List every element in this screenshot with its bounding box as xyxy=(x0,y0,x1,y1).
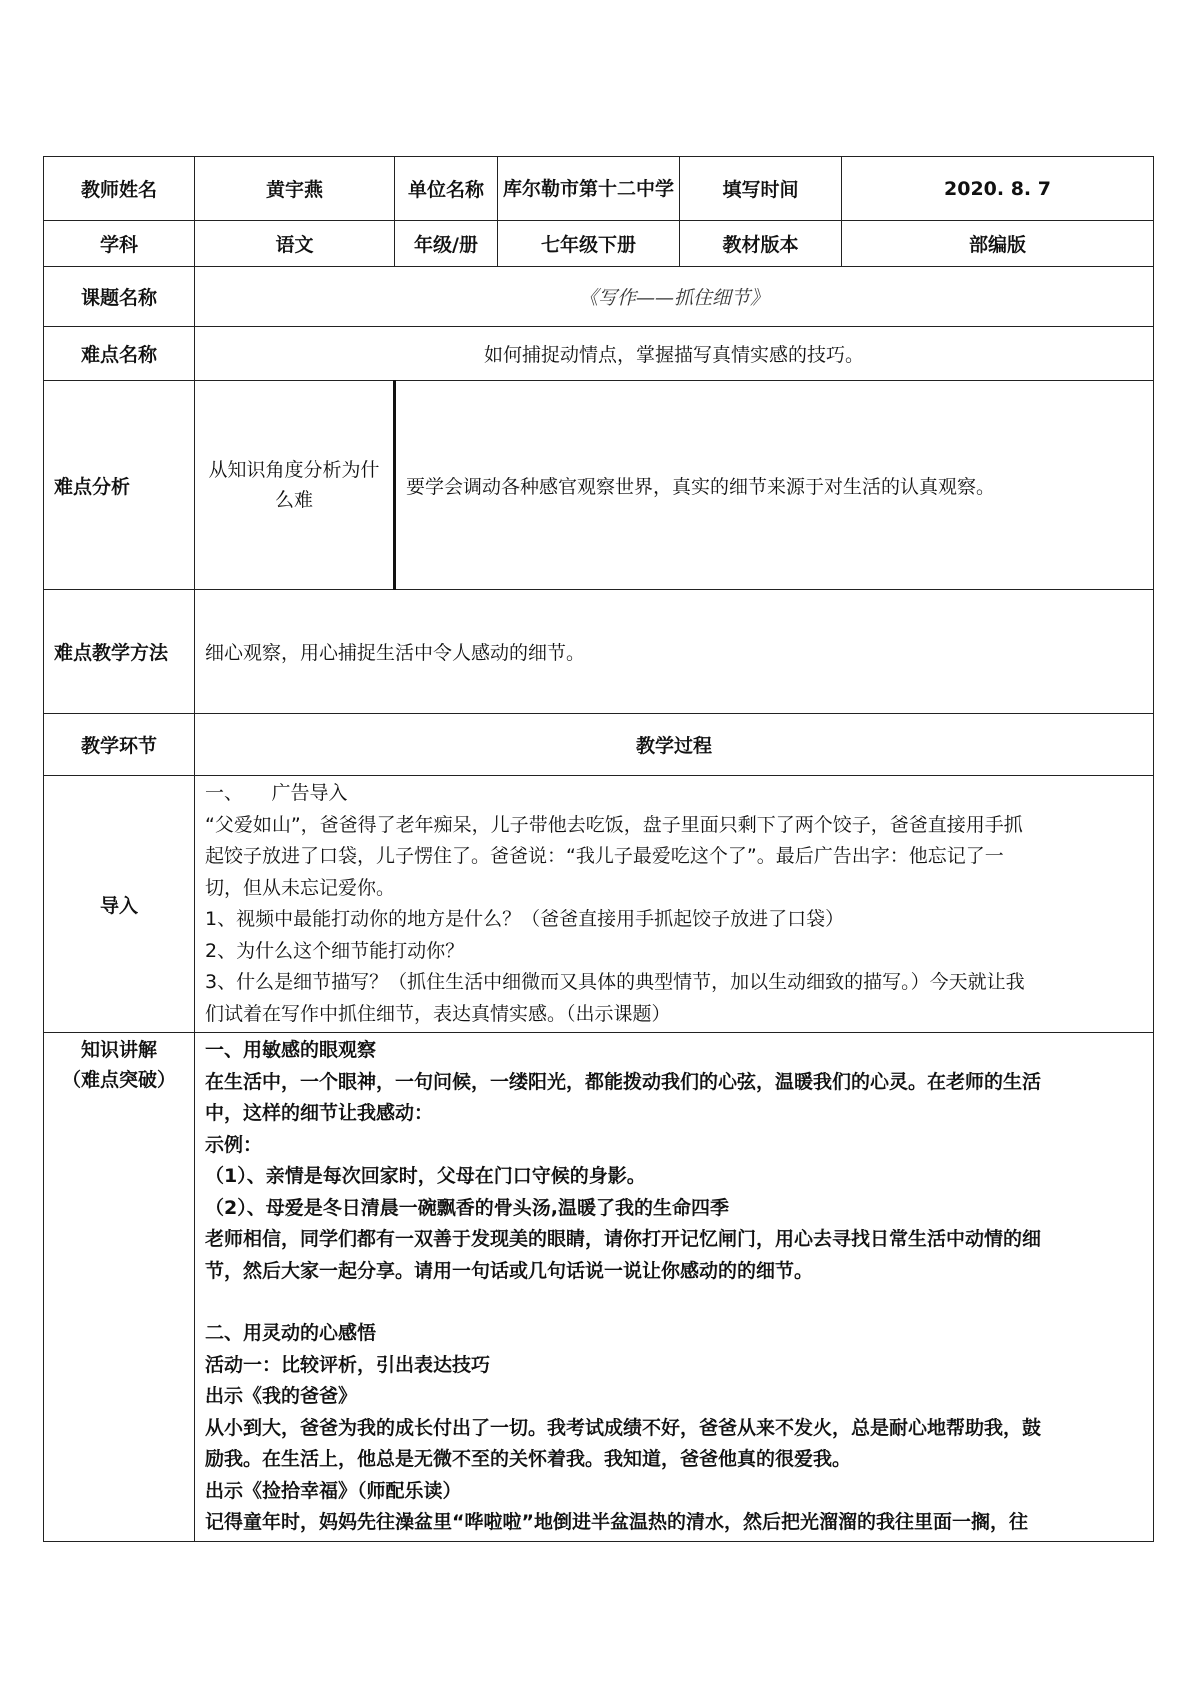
teacher-name-label: 教师姓名 xyxy=(44,157,195,221)
subject-label: 学科 xyxy=(44,221,195,267)
analysis-label: 难点分析 xyxy=(44,381,195,590)
knowledge-label-line2: （难点突破） xyxy=(61,1069,176,1091)
knowledge-line: 出示《我的爸爸》 xyxy=(205,1385,358,1407)
grade-label: 年级/册 xyxy=(395,221,498,267)
intro-row xyxy=(44,776,1154,1033)
paragraph-gap xyxy=(205,1287,1141,1318)
process-content-label: 教学过程 xyxy=(195,714,1154,776)
intro-line: 切，但从未忘记爱你。 xyxy=(205,876,396,899)
analysis-sub-label: 从知识角度分析为什么难 xyxy=(195,381,395,590)
info-row-1 xyxy=(44,157,1154,221)
intro-line: 3、什么是细节描写？（抓住生活中细微而又具体的典型情节，加以生动细致的描写。）今天就让我 xyxy=(205,971,1025,993)
topic-row xyxy=(44,267,1154,327)
knowledge-line: 示例： xyxy=(205,1133,263,1156)
analysis-value: 要学会调动各种感官观察世界，真实的细节来源于对生活的认真观察。 xyxy=(395,381,1154,590)
process-header-row xyxy=(44,714,1154,776)
knowledge-line: 出示《捡拾幸福》（师配乐读） xyxy=(205,1479,462,1502)
knowledge-line: 活动一：比较评析，引出表达技巧 xyxy=(205,1353,491,1376)
method-value: 细心观察，用心捕捉生活中令人感动的细节。 xyxy=(195,590,1154,714)
knowledge-line: （2）、母爱是冬日清晨一碗飘香的骨头汤,温暖了我的生命四季 xyxy=(205,1196,729,1219)
info-row-2 xyxy=(44,221,1154,267)
difficulty-value: 如何捕捉动情点，掌握描写真情实感的技巧。 xyxy=(195,327,1154,381)
knowledge-row xyxy=(44,1033,1154,1542)
intro-line: 2、为什么这个细节能打动你？ xyxy=(205,939,465,962)
knowledge-line: 励我。在生活上，他总是无微不至的关怀着我。我知道，爸爸他真的很爱我。 xyxy=(205,1448,852,1470)
difficulty-label: 难点名称 xyxy=(44,327,195,381)
fill-date-label: 填写时间 xyxy=(680,157,842,221)
topic-value: 《写作——抓住细节》 xyxy=(195,267,1154,327)
knowledge-line: 二、用灵动的心感悟 xyxy=(205,1322,377,1344)
intro-line: 1、视频中最能打动你的地方是什么？（爸爸直接用手抓起饺子放进了口袋） xyxy=(205,908,845,930)
intro-label: 导入 xyxy=(44,776,195,1033)
fill-date-value: 2020. 8. 7 xyxy=(842,157,1154,221)
intro-line: 一、 广告导入 xyxy=(205,782,348,804)
difficulty-row xyxy=(44,327,1154,381)
process-stage-label: 教学环节 xyxy=(44,714,195,776)
lesson-plan-table xyxy=(43,156,1154,1542)
knowledge-line: 中，这样的细节让我感动： xyxy=(205,1102,434,1124)
knowledge-line: 老师相信，同学们都有一双善于发现美的眼睛，请你打开记忆闸门，用心去寻找日常生活中动情的细 xyxy=(205,1228,1042,1250)
intro-line: “父爱如山”，爸爸得了老年痴呆，儿子带他去吃饭，盘子里面只剩下了两个饺子，爸爸直接用手抓 xyxy=(205,813,1023,836)
knowledge-line: 在生活中，一个眼神，一句问候，一缕阳光，都能拨动我们的心弦，温暖我们的心灵。在老师的生活 xyxy=(205,1070,1042,1093)
knowledge-line: 记得童年时，妈妈先往澡盆里“哗啦啦”地倒进半盆温热的清水，然后把光溜溜的我往里面一搁，往 xyxy=(205,1511,1028,1533)
intro-line: 们试着在写作中抓住细节，表达真情实感。（出示课题） xyxy=(205,1002,671,1025)
topic-label: 课题名称 xyxy=(44,267,195,327)
subject-value: 语文 xyxy=(195,221,395,267)
method-row xyxy=(44,590,1154,714)
knowledge-content xyxy=(195,1033,1154,1542)
knowledge-line: 从小到大，爸爸为我的成长付出了一切。我考试成绩不好，爸爸从来不发火，总是耐心地帮助我，鼓 xyxy=(205,1416,1042,1439)
unit-name-value: 库尔勒市第十二中学 xyxy=(498,157,680,221)
knowledge-label-line1: 知识讲解 xyxy=(80,1039,157,1061)
knowledge-line: （1）、亲情是每次回家时，父母在门口守候的身影。 xyxy=(205,1165,646,1187)
unit-name-label: 单位名称 xyxy=(395,157,498,221)
intro-content xyxy=(195,776,1154,1033)
edition-label: 教材版本 xyxy=(680,221,842,267)
analysis-row xyxy=(44,381,1154,590)
method-label: 难点教学方法 xyxy=(44,590,195,714)
knowledge-label xyxy=(44,1033,195,1542)
knowledge-line: 节，然后大家一起分享。请用一句话或几句话说一说让你感动的的细节。 xyxy=(205,1259,814,1282)
grade-value: 七年级下册 xyxy=(498,221,680,267)
edition-value: 部编版 xyxy=(842,221,1154,267)
teacher-name-value: 黄宇燕 xyxy=(195,157,395,221)
intro-line: 起饺子放进了口袋，儿子愣住了。爸爸说：“我儿子最爱吃这个了”。最后广告出字：他忘记了一 xyxy=(205,845,1004,867)
knowledge-line: 一、用敏感的眼观察 xyxy=(205,1039,377,1061)
